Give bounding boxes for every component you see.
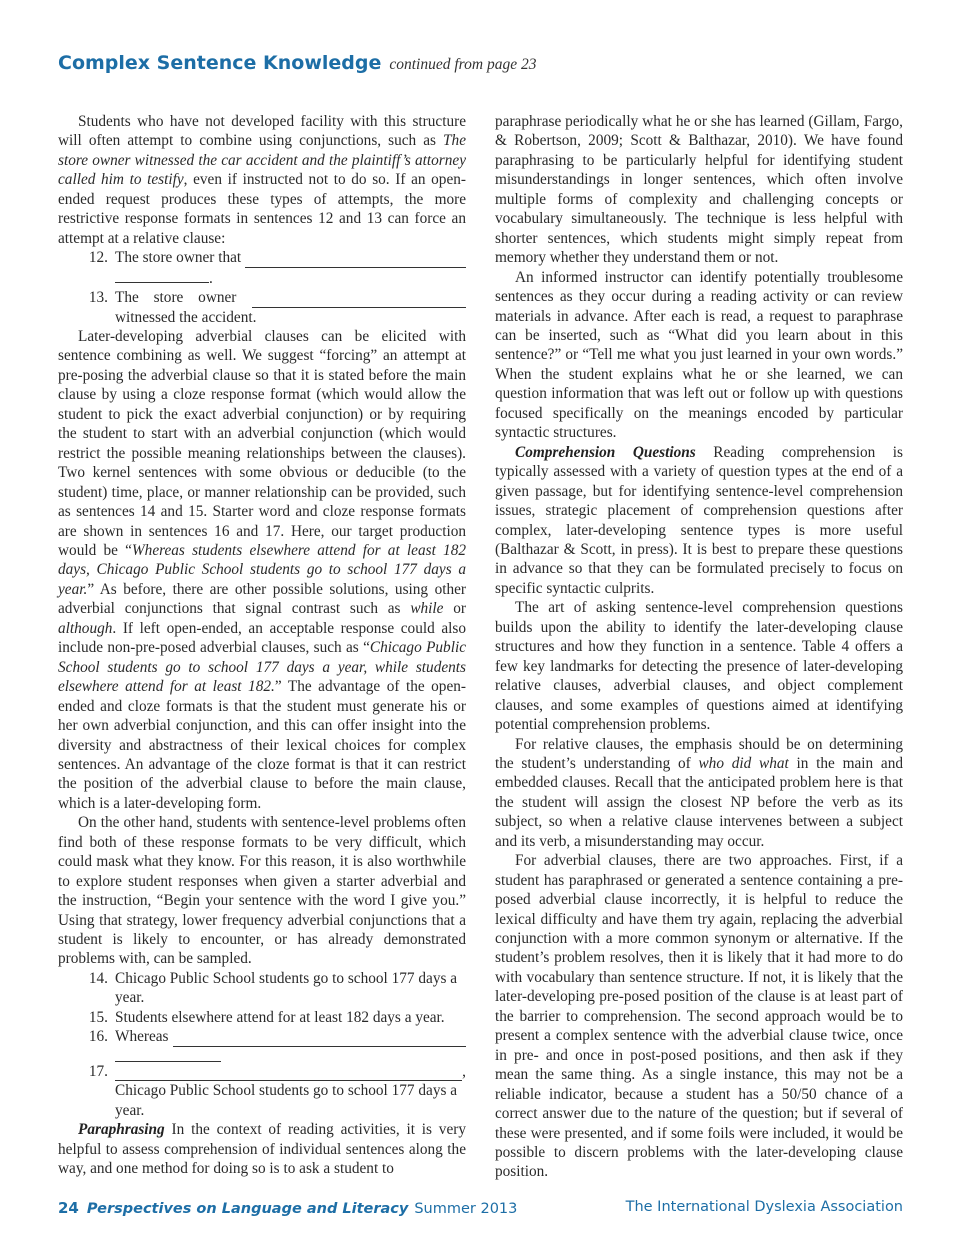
answer-blank [115, 1066, 462, 1081]
page-number: 24 [58, 1199, 79, 1217]
paragraph: On the other hand, students with sentence-level problems often find both of these response formats to be very difficult, which could mask what they know. For this reason, it is also worthwhile to explore student responses when given a starter adverbial and the instruction, “Begin your sentence with the word I give you.” Using that strategy, lower frequency adverbial conjunctions that a student is likely to encounter, or has already demonstrated problems with, can be sampled. [58, 814, 466, 968]
example-15: 15. Students elsewhere attend for at least 182 days a year. [88, 1008, 445, 1026]
paragraph: The art of asking sentence-level comprehension questions builds upon the ability to identify the later-developing clause structures and how they function in a sentence. Table 4 offers a few key landmarks for detecting the presence of later-developing relative clauses, adverbial clauses, and object complement clauses, and some examples of questions aimed at identifying potential comprehension problems. [495, 599, 903, 734]
answer-blank [173, 1032, 466, 1047]
paragraph: Later-developing adverbial clauses can be elicited with sentence combining as well. We suggest “forcing” an attempt at pre-posing the adverbial clause so that it is stated before the main clause by using a cloze response format (which would allow the student to pick the exact adverbial conjunction) or by requiring the student to start with an adverbial conjunction (which would restrict the possible meaning relationships between the clauses). Two kernel sentences with some obvious or deducible (to the student) time, place, or manner relationship can be provided, such as sentences 14 and 15. Starter word and cloze response formats are shown in sentences 16 and 17. Here, our target production would be “Whereas students elsewhere attend for at least 182 days, Chicago Public School students go to school 177 days a year.” As before, there are other possible solutions, using other adverbial conjunctions that signal contrast such as while or although. If left open-ended, an acceptable response could also include non-pre-posed adverbial clauses, such as “Chicago Public School students go to school 177 days a year, while students elsewhere attend for at least 182.” The advantage of the open-ended and cloze formats is that the student must generate his or her own adverbial conjunction, and this can offer insight into the diversity and abstractness of their lexical choices for complex sentences. An advantage of the cloze format is that it can restrict the position of the adverbial clause to before the main clause, which is a later-developing form. [58, 327, 467, 812]
answer-blank [252, 293, 466, 308]
paragraph: Students who have not developed facility with this structure will often attempt to combine using conjunctions, such as The store owner witnessed the car accident and the plaintiff’s attorney called him to testify, even if instructed not to do so. If an open-ended request produces these types of attempts, the more restrictive response formats in sentences 12 and 13 can force an attempt at a relative clause: [58, 113, 466, 247]
footer-organization: The International Dyslexia Association [625, 1199, 903, 1215]
left-column [58, 112, 466, 1178]
paragraph: paraphrase periodically what he or she has learned (Gillam, Fargo, & Robertson, 2009; Scott & Balthazar, 2010). We have found paraphrasing to be particularly helpful for identifying student misunderstandings in longer sentences, which often involve multiple forms of complexity and challenging concepts or vocabulary simultaneously. The technique is less helpful with shorter sentences, which students might simply repeat from memory whether they understand them or not. [495, 113, 903, 267]
running-header [58, 52, 536, 74]
answer-blank [115, 1047, 221, 1062]
answer-blank [245, 253, 466, 268]
paragraph: An informed instructor can identify potentially troublesome sentences as they occur during a reading activity or can review materials in advance. After each is read, a request to paraphrase can be inserted, such as “What did you learn about in this sentence?” or “Tell me what you just learned in your own words.” When the student explains what he or she learned, we can question information that was left out or follow up with questions focused specifically on the meanings encoded by particular syntactic structures. [495, 268, 903, 442]
right-column [495, 112, 903, 1182]
example-17: 17. , Chicago Public School students go to school 177 days a year. [88, 1062, 466, 1119]
paragraph: Paraphrasing In the context of reading activities, it is very helpful to assess comprehension of individual sentences along the way, and one method for doing so is to ask a student to [58, 1121, 466, 1178]
continued-note: continued from page 23 [389, 56, 537, 73]
publication-name: Perspectives on Language and Literacy [86, 1201, 409, 1217]
footer-left [58, 1199, 517, 1218]
example-12: 12. The store owner that . [58, 248, 466, 288]
example-16: 16. Whereas [58, 1027, 466, 1061]
run-in-heading: Comprehension Questions [515, 443, 696, 461]
paragraph: For relative clauses, the emphasis should be on determining the student’s understanding of who did what in the main and embedded clauses. Recall that the anticipated problem here is that the student will assign the closest NP before the verb as its subject, so when a relative clause intervenes between a subject and its verb, a misunderstanding may occur. [495, 735, 903, 850]
run-in-heading: Paraphrasing [78, 1121, 165, 1139]
example-14: 14. Chicago Public School students go to school 177 days a year. [88, 969, 458, 1007]
issue-season: Summer 2013 [414, 1201, 518, 1217]
paragraph: For adverbial clauses, there are two approaches. First, if a student has paraphrased or generated a sentence containing a pre-posed adverbial clause incorrectly, it is helpful to reduce the lexical difficulty and have them try again, replacing the adverbial conjunction with a more common synonym or alternative. If the student’s problem resolves, then it is likely that it had more to do with vocabulary than sentence structure. If not, it is likely that the later-developing pre-posed position of the clause is at least part of the barrier to comprehension. The second approach would be to present a complex sentence with the adverbial clause twice, once in pre- and once in post-posed positions, and then ask if they mean the same thing. As a single instance, this may not be a reliable indicator, because a student has a 50/50 chance of a correct answer due to the nature of the question; but if several of these were presented, and if some foils were included, it would be possible to discern problems with the later-developing clause position. [495, 852, 903, 1181]
paragraph: Comprehension Questions Reading comprehension is typically assessed with a variety of question types at the end of a given passage, but for identifying sentence-level comprehension issues, strategic placement of comprehension questions after complex, later-developing sentence types is more useful (Balthazar & Scott, in press). It is best to prepare these questions in advance so that they can be formulated precisely to focus on specific syntactic culprits. [495, 443, 903, 597]
example-13: 13. The store owner witnessed the accident. [58, 288, 466, 327]
article-title: Complex Sentence Knowledge [58, 52, 382, 74]
answer-blank [115, 268, 209, 283]
